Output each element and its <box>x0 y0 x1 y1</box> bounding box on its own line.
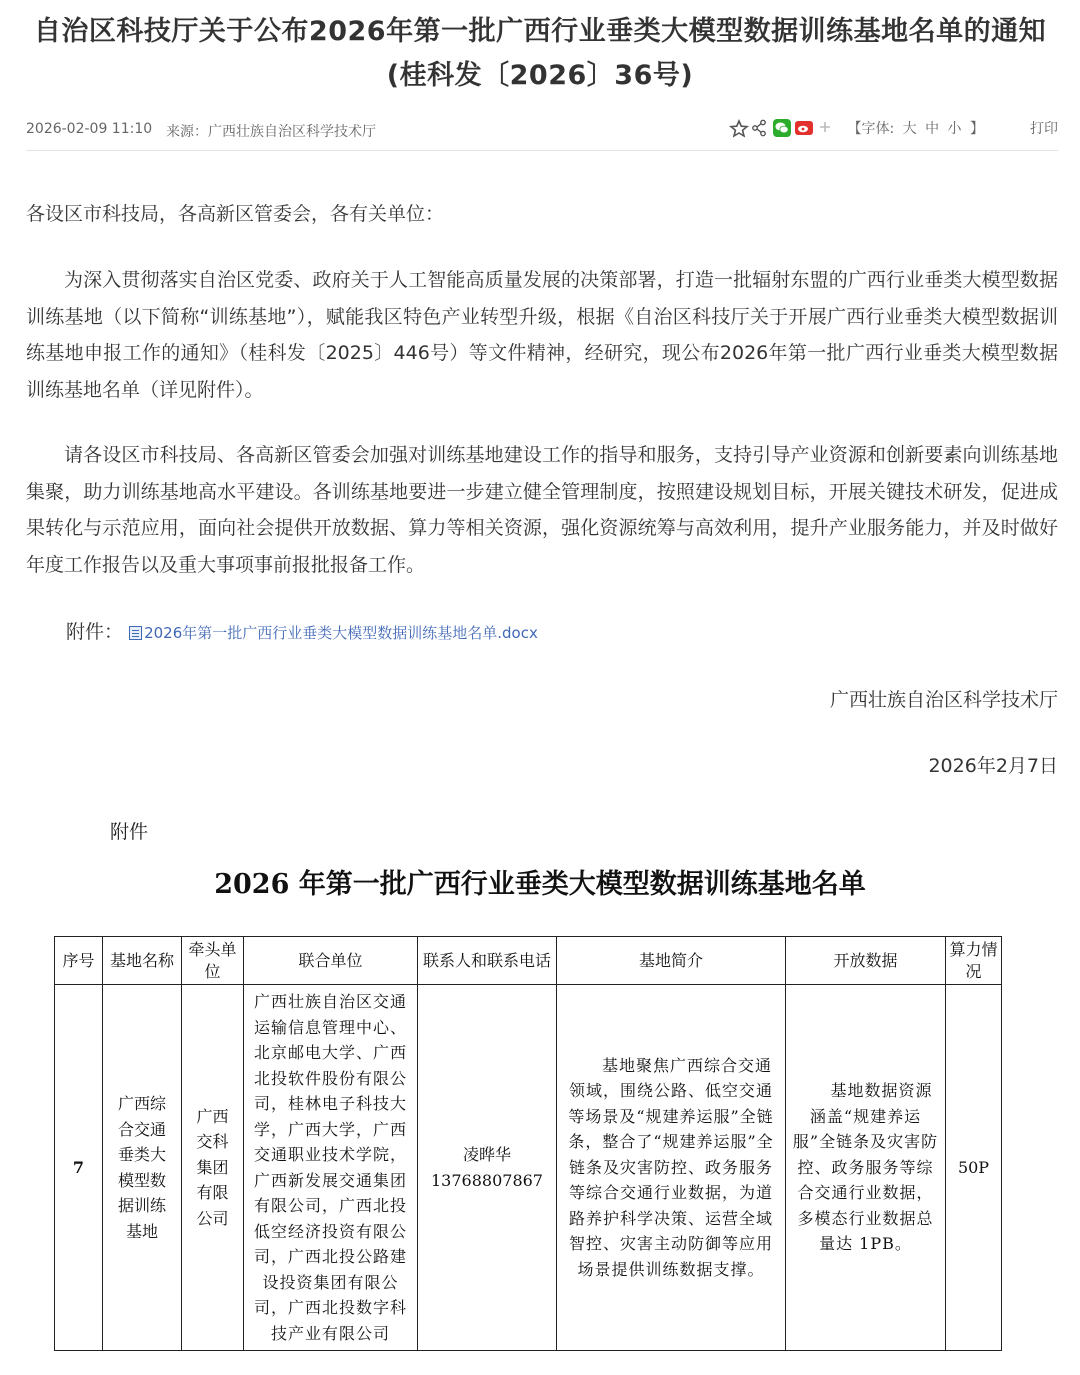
cell-index: 7 <box>55 985 103 1351</box>
cell-name: 广西综合交通垂类大模型数据训练基地 <box>103 985 182 1351</box>
table-row <box>55 985 1002 1351</box>
header-intro: 基地简介 <box>557 937 786 985</box>
weibo-icon[interactable] <box>795 119 813 137</box>
title-line-1: 自治区科技厅关于公布2026年第一批广西行业垂类大模型数据训练基地名单的通知 <box>33 16 1047 47</box>
cell-contact <box>418 985 557 1351</box>
signature-org: 广西壮族自治区科学技术厅 <box>829 689 1058 711</box>
header-contact: 联系人和联系电话 <box>418 937 557 985</box>
header-name: 基地名称 <box>103 937 182 985</box>
title-line-2: (桂科发〔2026〕36号) <box>386 60 694 91</box>
font-large-button[interactable]: 大 <box>902 121 917 137</box>
article-meta <box>26 118 1058 142</box>
cell-intro: 基地聚焦广西综合交通领域，围绕公路、低空交通等场景及“规建养运服”全链条，整合了“规建养运服”全链条及灾害防控、政务服务等综合交通行业数据，为道路养护科学决策、运营全域智控、灾害主动防御等应用场景提供训练数据支撑。 <box>557 985 786 1351</box>
attachment-label: 附件： <box>66 621 124 643</box>
contact-phone: 13768807867 <box>431 1170 543 1190</box>
cell-lead-unit: 广西交科集团有限公司 <box>182 985 244 1351</box>
plus-icon[interactable] <box>817 119 835 137</box>
article-source: 来源：广西壮族自治区科学技术厅 <box>166 124 376 140</box>
paragraph-1: 为深入贯彻落实自治区党委、政府关于人工智能高质量发展的决策部署，打造一批辐射东盟的广西行业垂类大模型数据训练基地（以下简称“训练基地”），赋能我区特色产业转型升级，根据《自治区科技厅关于开展广西行业垂类大模型数据训练基地申报工作的通知》（桂科发〔2025〕446号）等文件精神，经研究，现公布2026年第一批广西行业垂类大模型数据训练基地名单（详见附件）。 <box>26 269 1058 401</box>
meta-divider <box>26 150 1058 151</box>
annex-title: 2026 年第一批广西行业垂类大模型数据训练基地名单 <box>214 869 866 900</box>
article-tools <box>729 118 1058 138</box>
base-list-table <box>54 936 1002 1351</box>
header-compute: 算力情况 <box>946 937 1002 985</box>
font-label-suffix: 】 <box>970 121 984 137</box>
wechat-icon[interactable] <box>773 119 791 137</box>
publish-date: 2026-02-09 11:10 <box>26 121 153 137</box>
contact-name: 凌晔华 <box>462 1145 511 1164</box>
header-open-data: 开放数据 <box>786 937 946 985</box>
font-small-button[interactable]: 小 <box>947 121 962 137</box>
print-button[interactable]: 打印 <box>1030 121 1058 137</box>
header-lead-unit: 牵头单位 <box>182 937 244 985</box>
salutation: 各设区市科技局，各高新区管委会，各有关单位： <box>26 203 445 225</box>
table-header-row <box>55 937 1002 985</box>
star-icon[interactable] <box>729 119 747 137</box>
paragraph-2: 请各设区市科技局、各高新区管委会加强对训练基地建设工作的指导和服务，支持引导产业资源和创新要素向训练基地集聚，助力训练基地高水平建设。各训练基地要进一步建立健全管理制度，按照建设规划目标，开展关键技术研发，促进成果转化与示范应用，面向社会提供开放数据、算力等相关资源，强化资源统筹与高效利用，提升产业服务能力，并及时做好年度工作报告以及重大事项事前报批报备工作。 <box>26 444 1058 576</box>
font-label-prefix: 【字体: <box>847 121 895 137</box>
attachment-link[interactable]: 2026年第一批广西行业垂类大模型数据训练基地名单.docx <box>144 624 538 642</box>
attachment <box>66 618 538 647</box>
article-title <box>20 10 1060 98</box>
doc-file-icon <box>129 626 142 640</box>
font-medium-button[interactable]: 中 <box>925 121 940 137</box>
cell-partners: 广西壮族自治区交通运输信息管理中心、北京邮电大学、广西北投软件股份有限公司，桂林电子科技大学，广西大学，广西交通职业技术学院，广西新发展交通集团有限公司，广西北投低空经济投资有限公司，广西北投公路建设投资集团有限公司，广西北投数字科技产业有限公司 <box>244 985 418 1351</box>
annex-label: 附件 <box>110 821 149 843</box>
cell-compute: 50P <box>946 985 1002 1351</box>
cell-open-data: 基地数据资源涵盖“规建养运服”全链条及灾害防控、政务服务等综合交通行业数据，多模态行业数据总量达 1PB。 <box>786 985 946 1351</box>
header-index: 序号 <box>55 937 103 985</box>
font-size-switch <box>845 118 986 138</box>
header-partners: 联合单位 <box>244 937 418 985</box>
share-icon[interactable] <box>751 119 769 137</box>
signature-date: 2026年2月7日 <box>928 755 1058 777</box>
